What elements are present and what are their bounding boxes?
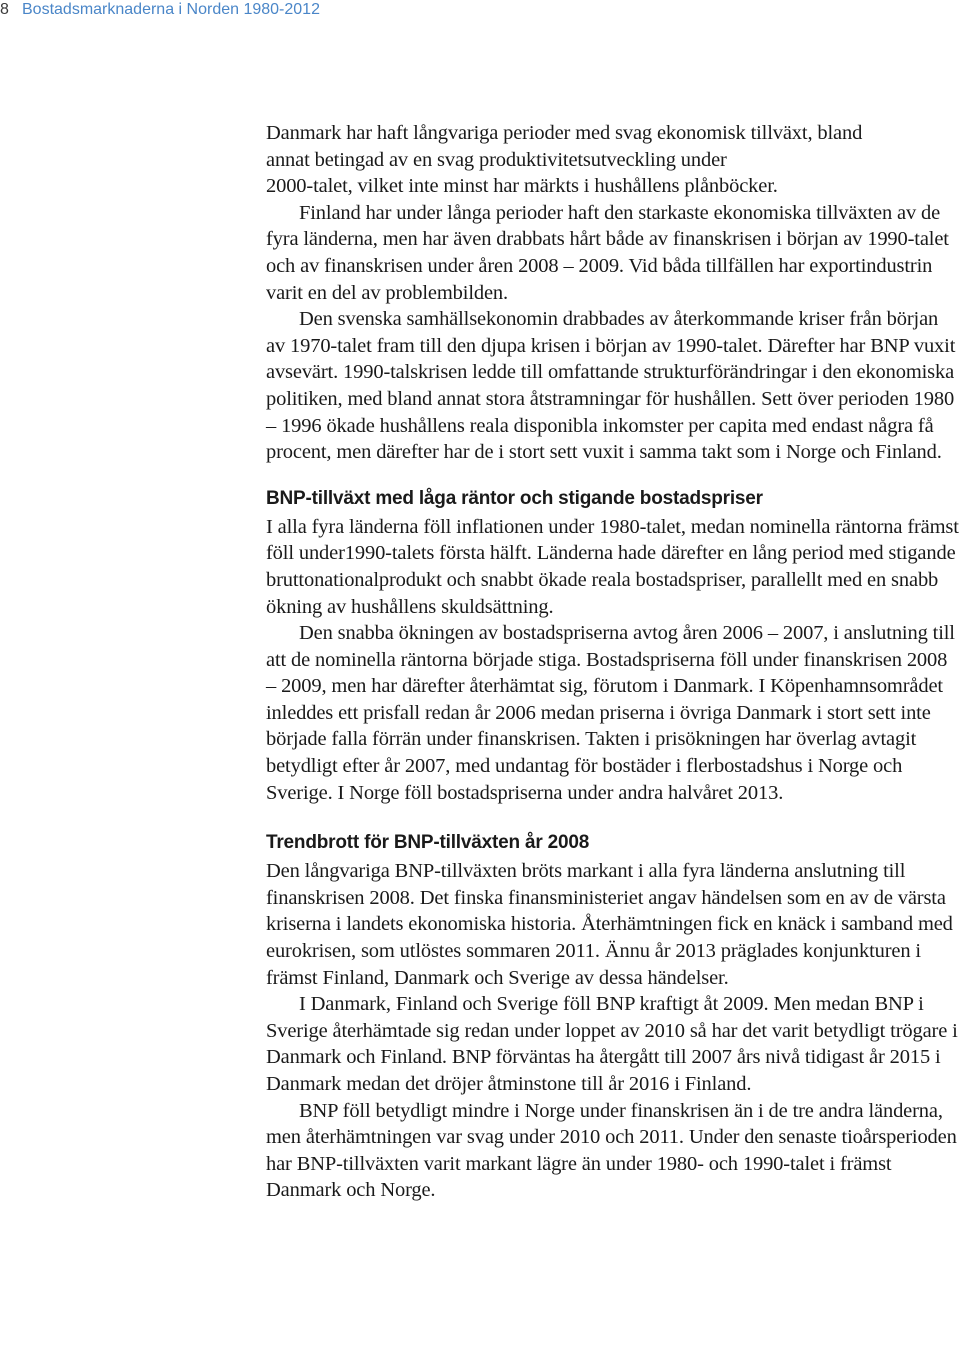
intro-paragraph: Finland har under långa perioder haft den starkaste ekonomiska tillväxten av de fyra länderna, men har även drabbats hårt både av finanskrisen i början av 1990-talet och av finanskrisen under åren 2008 – 2009. Vid båda tillfällen har exportindustrin varit en del av problembilden.	[266, 201, 949, 304]
intro-line: Danmark har haft långvariga perioder med svag ekonomisk tillväxt, bland	[266, 122, 863, 144]
running-title: Bostadsmarknaderna i Norden 1980-2012	[22, 1, 320, 18]
section-paragraph: I Danmark, Finland och Sverige föll BNP kraftigt åt 2009. Men medan BNP i Sverige återhämtade sig redan under loppet av 2010 så har det varit betydligt trögare i Danmark och Finland. BNP förväntas ha återgått till 2007 års nivå tidigast år 2015 i Danmark medan det dröjer åtminstone till år 2016 i Finland.	[266, 993, 958, 1095]
section-heading: BNP-tillväxt med låga räntor och stigande bostadspriser	[266, 487, 763, 509]
section-heading: Trendbrott för BNP-tillväxten år 2008	[266, 832, 590, 854]
section-paragraph: Den snabba ökningen av bostadspriserna avtog åren 2006 – 2007, i anslutning till att de nominella räntorna började stiga. Bostadspriserna föll under finanskrisen 2008 – 2009, men har därefter återhämtat sig, förutom i Danmark. I Köpenhamnsområdet inleddes ett prisfall redan år 2006 medan priserna i övriga Danmark i stort sett inte började falla förrän under finanskrisen. Takten i prisökningen har överlag avtagit betydligt efter år 2007, med undantag för bostäder i flerbostadshus i Norge och Sverige. I Norge föll bostadspriserna under andra halvåret 2013.	[266, 622, 955, 804]
intro-line: annat betingad av en svag produktivitetsutveckling under	[266, 148, 727, 171]
section-paragraph: BNP föll betydligt mindre i Norge under finanskrisen än i de tre andra länderna, men återhämtningen var svag under 2010 och 2011. Under den senaste tioårsperioden har BNP-tillväxten varit markant lägre än under 1980- och 1990-talet i främst Danmark och Norge.	[266, 1099, 957, 1202]
page-header	[0, 0, 320, 20]
intro-paragraph: Den svenska samhällsekonomin drabbades av återkommande kriser från början av 1970-talet fram till den djupa krisen i början av 1990-talet. Därefter har BNP vuxit avsevärt. 1990-talskrisen ledde till omfattande strukturförändringar i den ekonomiska politiken, med bland annat stora åtstramningar för hushållen. Sett över perioden 1980 – 1996 ökade hushållens reala disponibla inkomster per capita med endast några få procent, men därefter har de i stort sett vuxit i samma takt som i Norge och Finland.	[266, 308, 956, 464]
section-paragraph: Den långvariga BNP-tillväxten bröts markant i alla fyra länderna anslutning till finanskrisen 2008. Det finska finansministeriet angav händelsen som en av de värsta kriserna i landets ekonomiska historia. Återhämtningen fick en knäck i samband med eurokrisen, som utlöstes sommaren 2011. Ännu år 2013 präglades konjunkturen i främst Finland, Danmark och Sverige av dessa händelser.	[266, 860, 953, 989]
section-paragraph: I alla fyra länderna föll inflationen under 1980-talet, medan nominella räntorna främst föll under1990-talets första hälft. Länderna hade därefter en lång period med stigande bruttonationalprodukt och snabbt ökade reala bostadspriser, parallellt med en snabb ökning av hushållens skuldsättning.	[266, 515, 959, 618]
document-body	[266, 120, 960, 1204]
intro-line: 2000-talet, vilket inte minst har märkts i hushållens plånböcker.	[266, 175, 778, 198]
page-number: 8	[0, 1, 9, 18]
intro-lead	[266, 120, 960, 200]
